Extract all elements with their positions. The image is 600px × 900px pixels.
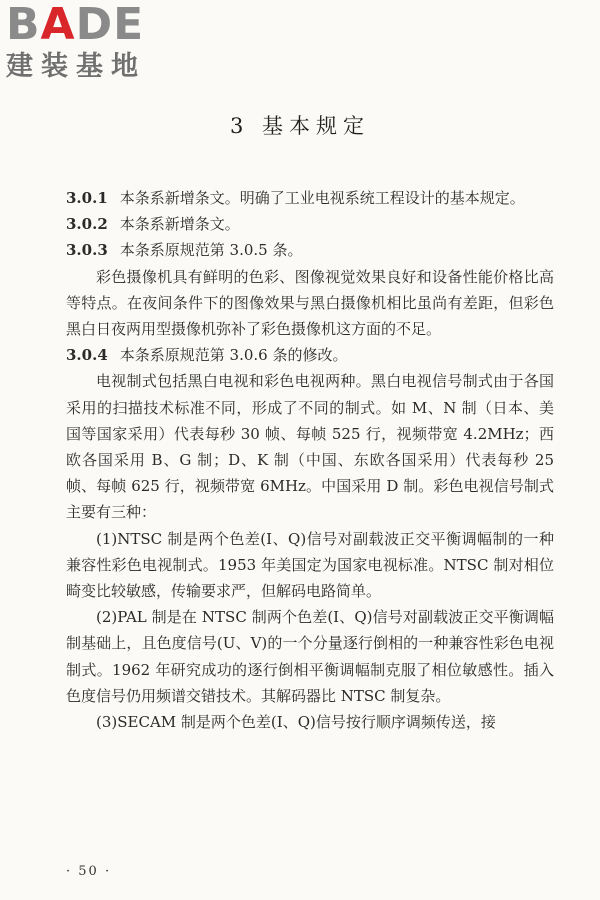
- logo-brand-text: BADE: [6, 0, 145, 50]
- paragraph-pal: (2)PAL 制是在 NTSC 制两个色差(I、Q)信号对副载波正交平衡调幅制基础上，且色度信号(U、V)的一个分量逐行倒相的一种兼容性彩色电视制式。1962 年研究成功的逐行倒相平衡调幅制克服了相位敏感性。插入色度信号仍用频谱交错技术。其解码器比 NTSC 制复杂。: [66, 608, 554, 705]
- brand-logo: [6, 2, 176, 84]
- document-body: [66, 185, 554, 735]
- chapter-title: 3 基本规定: [229, 114, 371, 138]
- page-number: · 50 ·: [66, 864, 112, 879]
- paragraph-tv-standards: 电视制式包括黑白电视和彩色电视两种。黑白电视信号制式由于各国采用的扫描技术标准不同，形成了不同的制式。如 M、N 制（日本、美国等国家采用）代表每秒 30 帧、每帧 525 行，视频带宽 4.2MHz；西欧各国采用 B、G 制；D、K 制（中国、东欧各国采用）代表每秒 25 帧、每帧 625 行，视频带宽 6MHz。中国采用 D 制。彩色电视信号制式主要有三种：: [66, 372, 554, 522]
- clause-3-0-2: 3.0.2 本条系新增条文。: [66, 215, 240, 234]
- logo-subtitle: 建装基地: [6, 51, 146, 82]
- paragraph-secam: (3)SECAM 制是两个色差(I、Q)信号按行顺序调频传送，接: [96, 713, 496, 732]
- clause-3-0-1: 3.0.1 本条系新增条文。明确了工业电视系统工程设计的基本规定。: [66, 189, 525, 207]
- clause-3-0-4: 3.0.4 本条系原规范第 3.0.6 条的修改。: [66, 346, 348, 365]
- paragraph-color-camera: 彩色摄像机具有鲜明的色彩、图像视觉效果良好和设备性能价格比高等特点。在夜间条件下的图像效果与黑白摄像机相比虽尚有差距，但彩色黑白日夜两用型摄像机弥补了彩色摄像机这方面的不足。: [66, 267, 554, 339]
- clause-3-0-3: 3.0.3 本条系原规范第 3.0.5 条。: [66, 241, 303, 260]
- paragraph-ntsc: (1)NTSC 制是两个色差(I、Q)信号对副载波正交平衡调幅制的一种兼容性彩色电视制式。1953 年美国定为国家电视标准。NTSC 制对相位畸变比较敏感，传输要求严，但解码电路简单。: [66, 529, 554, 601]
